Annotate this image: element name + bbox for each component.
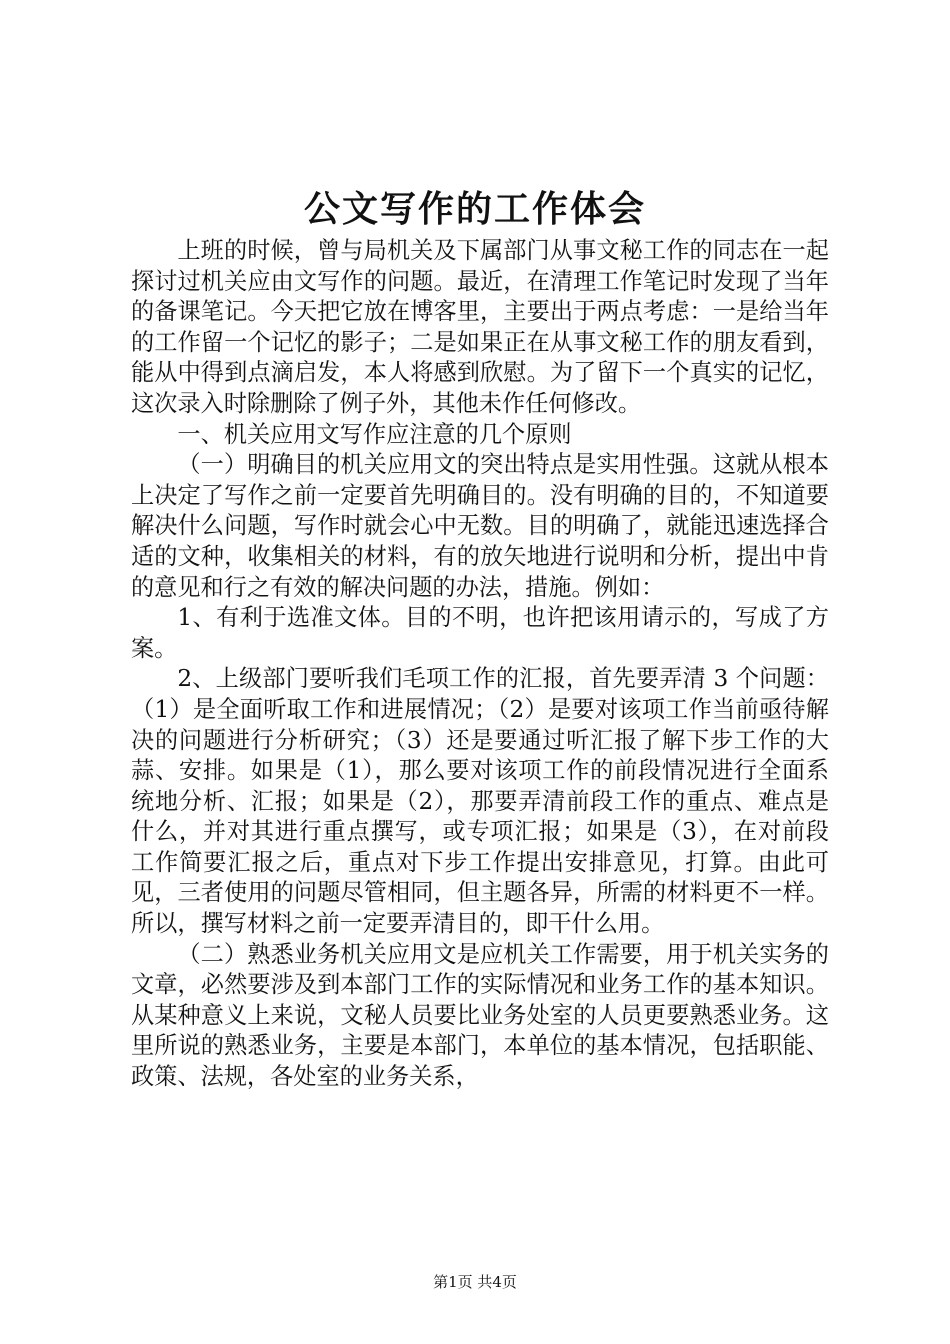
paragraph-principle-1: （一）明确目的机关应用文的突出特点是实用性强。这就从根本上决定了写作之前一定要首先明确目的。没有明确的目的，不知道要解决什么问题，写作时就会心中无数。目的明确了，就能迅速选择合适的文种，收集相关的材料，有的放矢地进行说明和分析，提出中肯的意见和行之有效的解决问题的办法，措施。例如： xyxy=(131,451,829,601)
document-body xyxy=(131,236,829,1093)
page-footer: 第1页 共4页 xyxy=(433,1273,517,1291)
paragraph-item-1: 1、有利于选准文体。目的不明，也许把该用请示的，写成了方案。 xyxy=(131,604,829,662)
paragraph-intro: 上班的时候，曾与局机关及下属部门从事文秘工作的同志在一起探讨过机关应由文写作的问题。最近，在清理工作笔记时发现了当年的备课笔记。今天把它放在博客里，主要出于两点考虑：一是给当年的工作留一个记忆的影子；二是如果正在从事文秘工作的朋友看到，能从中得到点滴启发，本人将感到欣慰。为了留下一个真实的记忆，这次录入时除删除了例子外，其他未作任何修改。 xyxy=(131,237,829,417)
paragraph-section-heading: 一、机关应用文写作应注意的几个原则 xyxy=(177,420,572,448)
document-title: 公文写作的工作体会 xyxy=(303,188,646,230)
paragraph-principle-2: （二）熟悉业务机关应用文是应机关工作需要，用于机关实务的文章，必然要涉及到本部门工作的实际情况和业务工作的基本知识。从某种意义上来说，文秘人员要比业务处室的人员更要熟悉业务。这里所说的熟悉业务，主要是本部门，本单位的基本情况，包括职能、政策、法规，各处室的业务关系， xyxy=(131,940,829,1091)
paragraph-item-2: 2、上级部门要听我们毛项工作的汇报，首先要弄清 3 个问题：（1）是全面听取工作和进展情况；（2）是要对该项工作当前亟待解决的问题进行分析研究；（3）还是要通过听汇报了解下步工作的大蒜、安排。如果是（1），那么要对该项工作的前段情况进行全面系统地分析、汇报；如果是（2），那要弄清前段工作的重点、难点是什么，并对其进行重点撰写，或专项汇报；如果是（3），在对前段工作简要汇报之后，重点对下步工作提出安排意见，打算。由此可见，三者使用的问题尽管相同，但主题各异，所需的材料更不一样。所以，撰写材料之前一定要弄清目的，即干什么用。 xyxy=(131,665,829,938)
